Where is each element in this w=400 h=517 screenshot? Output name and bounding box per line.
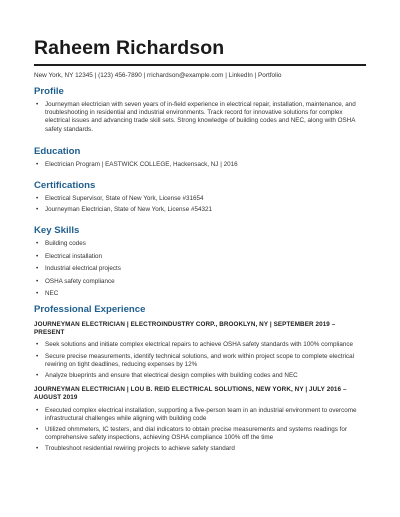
skill-item: • NEC [34,290,366,298]
job-bullet: • Utilized ohmmeters, IC testers, and dial indicators to obtain precise measurements and systems readings for comprehensive safety inspections, achieving OSHA compliance 100% off the time [34,426,366,442]
education-list [34,161,366,169]
job-bullet: • Executed complex electrical installation, supporting a five-person team in an industrial environment to overcome infrastructural challenges while aligning with building code [34,407,366,423]
skill-item: • OSHA safety compliance [34,278,366,286]
skill-item: • Building codes [34,240,366,248]
job-bullet: • Troubleshoot residential rewiring projects to achieve safety standard [34,445,366,453]
section-title-education: Education [34,146,81,157]
experience-section [34,304,366,454]
education-item: • Electrician Program | EASTWICK COLLEGE, Hackensack, NJ | 2016 [34,161,366,169]
job-bullets [34,407,366,454]
profile-item: • Journeyman electrician with seven years of in-field experience in electrical repair, installation, maintenance, and troubleshooting in residential and industrial environments. Track record for innovative solutions for complex electrical issues and advancing trade skill sets. Strong knowledge of building codes and NEC, along with OSHA safety standards. [34,101,366,134]
skill-item: • Industrial electrical projects [34,265,366,273]
section-title-certifications: Certifications [34,180,96,191]
job-bullet: • Analyze blueprints and ensure that electrical design complies with building codes and NEC [34,372,366,380]
job-title: JOURNEYMAN ELECTRICIAN | ELECTROINDUSTRY CORP., BROOKLYN, NY | SEPTEMBER 2019 – PRESENT [34,321,336,337]
job-bullets [34,341,366,380]
certifications-section [34,180,366,214]
profile-list [34,101,366,134]
skills-section [34,225,366,299]
section-title-profile: Profile [34,86,64,97]
certifications-list [34,195,366,214]
job-bullet: • Seek solutions and initiate complex electrical repairs to achieve OSHA safety standards with 100% compliance [34,341,366,349]
skills-list [34,240,366,299]
section-title-experience: Professional Experience [34,304,146,315]
education-section [34,146,366,169]
section-title-skills: Key Skills [34,225,80,236]
skill-item: • Electrical installation [34,253,366,261]
job-bullet: • Secure precise measurements, identify technical solutions, and work within project scope to complete electrical rewiring on tight deadlines, reducing expenses by 12% [34,353,366,369]
certification-item: • Journeyman Electrician, State of New York, License #54321 [34,206,366,214]
job-title: JOURNEYMAN ELECTRICIAN | LOU B. REID ELECTRICAL SOLUTIONS, NEW YORK, NY | JULY 2016 – AUGUST 2019 [34,386,347,402]
candidate-name: Raheem Richardson [34,37,225,59]
header-divider [34,64,366,66]
certification-item: • Electrical Supervisor, State of New York, License #31654 [34,195,366,203]
profile-section [34,86,366,134]
contact-line: New York, NY 12345 | (123) 456-7890 | rrichardson@example.com | LinkedIn | Portfolio [34,72,282,79]
